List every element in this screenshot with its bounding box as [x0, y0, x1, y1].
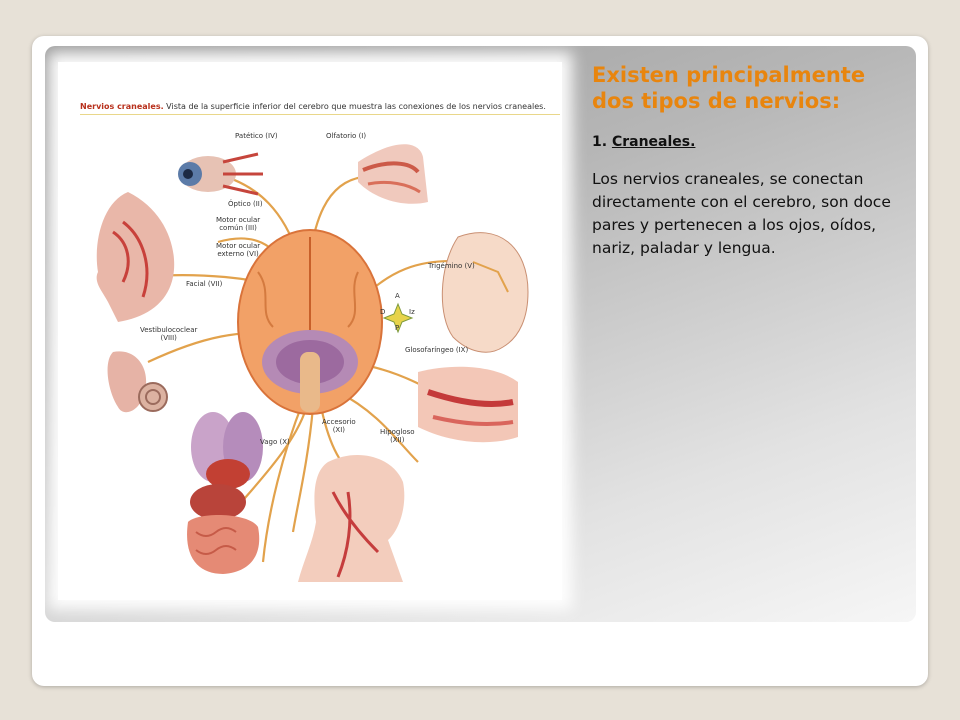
label-trigeminal: Trigémino (V): [428, 262, 475, 270]
anatomy-illustration: [58, 62, 562, 600]
text-column: [592, 62, 892, 260]
label-vagus: Vago (X): [260, 438, 290, 446]
mouth: [418, 367, 518, 442]
neck: [298, 455, 404, 582]
label-optic: Óptico (II): [228, 200, 263, 208]
compass-p: P: [395, 324, 400, 332]
label-facial: Facial (VII): [186, 280, 223, 288]
face-left: [97, 192, 175, 322]
label-vestibulocochlear: Vestibulococlear (VIII): [140, 326, 198, 342]
slide-heading: Existen principalmente dos tipos de nervios:: [592, 63, 866, 113]
item-title: Craneales.: [611, 134, 696, 150]
face-right: [442, 233, 528, 353]
label-glossopharyngeal: Glosofaríngeo (IX): [405, 346, 469, 354]
cranial-nerves-figure: [58, 62, 562, 600]
label-pathetic: Patético (IV): [235, 132, 278, 140]
label-hypoglossal: Hipogloso (XII): [380, 428, 415, 444]
item-number: 1.: [592, 134, 608, 150]
compass-iz: Iz: [409, 308, 415, 316]
label-abducens: Motor ocular externo (VI): [216, 242, 261, 258]
body-paragraph: Los nervios craneales, se conectan directamente con el cerebro, son doce pares y pertenecen a los ojos, oídos, nariz, paladar y lengua.: [592, 170, 891, 257]
ear: [108, 351, 167, 412]
compass-d: D: [380, 308, 386, 316]
compass-a: A: [395, 292, 400, 300]
organs: [187, 412, 263, 574]
label-oculomotor: Motor ocular común (III): [216, 216, 261, 232]
nose: [358, 144, 428, 204]
label-olfactory: Olfatorio (I): [326, 132, 367, 140]
list-item-craneales: [592, 134, 892, 150]
figure-caption: Nervios craneales. Vista de la superficie inferior del cerebro que muestra las conexiones de los nervios craneales.: [80, 102, 560, 115]
label-accessory: Accesorio (XI): [322, 418, 356, 434]
